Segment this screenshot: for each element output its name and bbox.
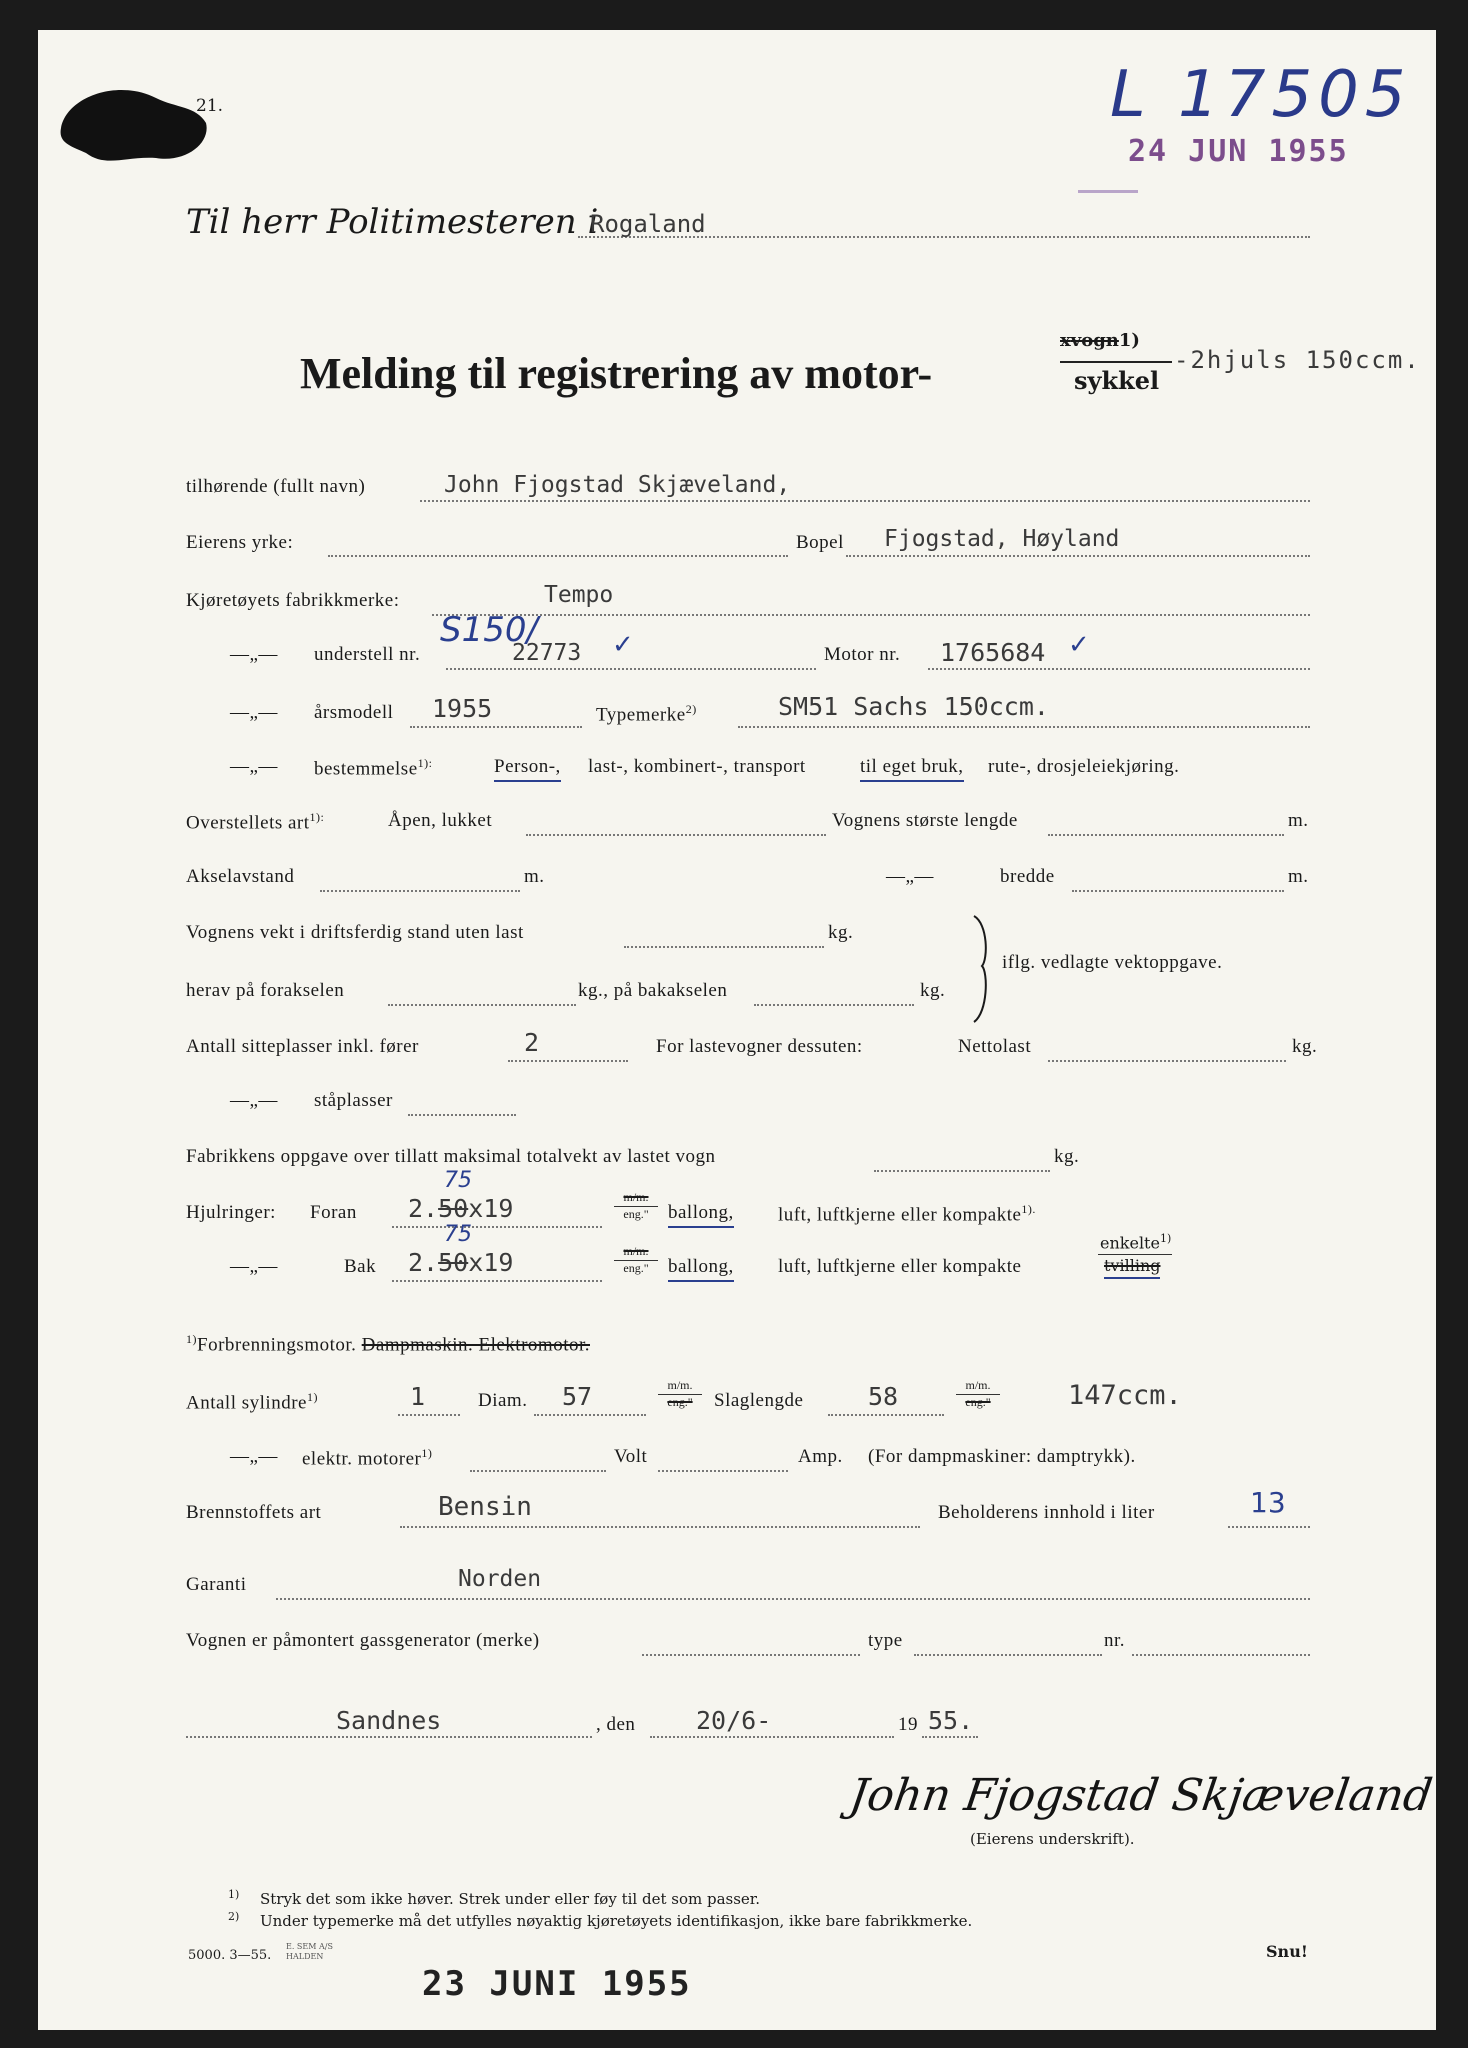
tyres-front-correction: 75 — [444, 1168, 472, 1193]
footnote-1: Stryk det som ikke høver. Strek under eller føy til det som passer. — [260, 1890, 761, 1908]
ditto-year: —„— — [230, 702, 278, 723]
form-corner-number: 21. — [196, 96, 224, 116]
tyres-front-size: 2.50x19 — [408, 1194, 514, 1223]
tyres-front-balloon: ballong, — [668, 1202, 734, 1228]
weight-label: Vognens vekt i driftsferdig stand uten last — [186, 922, 524, 943]
residence-label: Bopel — [796, 532, 844, 553]
diameter-line — [534, 1414, 646, 1416]
body-type-label: Overstellets art$^{1):}$ — [186, 810, 325, 834]
ditto-width: —„— — [886, 866, 934, 887]
purpose-middle: last-, kombinert-, transport — [588, 756, 806, 777]
place-value: Sandnes — [336, 1706, 442, 1735]
seats-value: 2 — [524, 1028, 540, 1057]
axle-distance-unit: m. — [524, 866, 545, 887]
purpose-end: rute-, drosjeleiekjøring. — [988, 756, 1180, 777]
standing-label: ståplasser — [314, 1090, 393, 1111]
tank-label: Beholderens innhold i liter — [938, 1502, 1155, 1523]
reference-number: L 17505 — [1110, 58, 1412, 132]
length-unit: m. — [1288, 810, 1309, 831]
diameter-label: Diam. — [478, 1390, 528, 1411]
form-sheet — [38, 30, 1436, 2030]
printer-line-1: E. SEM A/S — [286, 1942, 333, 1951]
tyres-rear-twin: tvilling — [1104, 1256, 1160, 1279]
occupation-line — [328, 555, 788, 557]
footnote-2-mark: 2) — [228, 1910, 240, 1923]
body-type-line — [526, 834, 826, 836]
type-label: Typemerke$^{2)}$ — [596, 702, 697, 726]
width-unit: m. — [1288, 866, 1309, 887]
residence-value: Fjogstad, Høyland — [884, 526, 1120, 552]
title-fraction-line — [1060, 361, 1172, 363]
cylinders-value: 1 — [410, 1382, 426, 1411]
tyres-label: Hjulringer: — [186, 1202, 276, 1223]
body-type-options: Åpen, lukket — [388, 810, 493, 831]
diameter-unit: m/m. eng." — [658, 1378, 702, 1410]
footnote-1-mark: 1) — [228, 1888, 240, 1901]
address-district: Rogaland — [590, 210, 706, 238]
electric-label: elektr. motorer$^{1)}$ — [302, 1446, 433, 1470]
ink-blot-mark — [46, 68, 224, 178]
diameter-value: 57 — [562, 1382, 593, 1411]
cylinders-line — [398, 1414, 460, 1416]
gas-generator-line — [642, 1654, 860, 1656]
residence-line — [846, 555, 1310, 557]
title-struck-vogn: xvogn1) — [1060, 330, 1140, 351]
tank-line — [1228, 1526, 1310, 1528]
tyres-rear-balloon: ballong, — [668, 1256, 734, 1282]
tyres-rear-line — [392, 1280, 602, 1282]
form-title: Melding til registrering av motor- — [300, 349, 933, 398]
front-axle-line — [388, 1004, 576, 1006]
purpose-person: Person-, — [494, 756, 561, 782]
printer-line-2: HALDEN — [286, 1952, 324, 1961]
ditto-chassis: —„— — [230, 644, 278, 665]
width-label: bredde — [1000, 866, 1055, 887]
date-label: , den — [596, 1714, 636, 1735]
occupation-label: Eierens yrke: — [186, 532, 294, 553]
chassis-label: understell nr. — [314, 644, 421, 665]
weight-note: iflg. vedlagte vektoppgave. — [1002, 952, 1223, 973]
max-weight-line — [874, 1170, 1050, 1172]
stroke-line — [828, 1414, 944, 1416]
rear-axle-line — [754, 1004, 914, 1006]
electric-line — [470, 1470, 606, 1472]
owner-name-label: tilhørende (fullt navn) — [186, 476, 366, 497]
tyres-rear-unit: m/m. eng." — [614, 1244, 658, 1276]
motor-line — [928, 668, 1310, 670]
max-weight-label: Fabrikkens oppgave over tillatt maksimal totalvekt av lastet vogn — [186, 1146, 716, 1167]
axle-distance-label: Akselavstand — [186, 866, 295, 887]
year-line — [410, 726, 582, 728]
turn-over-note: Snu! — [1266, 1942, 1308, 1961]
amp-label: Amp. — [798, 1446, 843, 1467]
chassis-check-icon: ✓ — [612, 630, 634, 660]
stroke-value: 58 — [868, 1382, 899, 1411]
tyres-front-line — [392, 1226, 602, 1228]
purpose-own-use: til eget bruk, — [860, 756, 964, 782]
standing-line — [408, 1114, 516, 1116]
owner-name-line — [420, 500, 1310, 502]
tyres-front-types: luft, luftkjerne eller kompakte$^{1).}$ — [778, 1202, 1036, 1226]
footnote-2: Under typemerke må det utfylles nøyaktig kjøretøyets identifikasjon, ikke bare fabrikkmerke. — [260, 1912, 973, 1930]
year-value-sign: 55. — [928, 1706, 974, 1735]
motor-check-icon: ✓ — [1068, 630, 1090, 660]
length-label: Vognens største lengde — [832, 810, 1018, 831]
ditto-purpose: —„— — [230, 756, 278, 777]
gas-generator-label: Vognen er påmontert gassgenerator (merke) — [186, 1630, 540, 1651]
tyres-rear-fraction-line — [1098, 1254, 1172, 1255]
gas-nr-line — [1132, 1654, 1310, 1656]
year-value: 1955 — [432, 694, 493, 723]
tyres-rear-types: luft, luftkjerne eller kompakte — [778, 1256, 1022, 1277]
title-option-sykkel: sykkel — [1074, 366, 1160, 395]
chassis-handwritten-prefix: S150/ — [440, 610, 538, 650]
tyres-front-label: Foran — [310, 1202, 357, 1223]
front-axle-label: herav på forakselen — [186, 980, 345, 1001]
weight-brace — [970, 914, 994, 1024]
displacement-value: 147ccm. — [1068, 1380, 1182, 1411]
seats-line — [508, 1060, 628, 1062]
purpose-label: bestemmelse$^{1):}$ — [314, 756, 433, 780]
chassis-line — [446, 668, 816, 670]
place-line — [186, 1736, 592, 1738]
make-value: Tempo — [544, 582, 614, 608]
date-line — [650, 1736, 894, 1738]
warranty-value: Norden — [458, 1566, 542, 1592]
warranty-line — [276, 1598, 1310, 1600]
rear-axle-label: kg., på bakakselen — [578, 980, 728, 1001]
motor-value: 1765684 — [940, 638, 1046, 667]
stroke-unit: m/m. eng." — [956, 1378, 1000, 1410]
title-suffix: -2hjuls 150ccm. — [1174, 346, 1421, 374]
type-line — [738, 726, 1310, 728]
address-prefix: Til herr Politimesteren i — [186, 202, 599, 242]
year-label: årsmodell — [314, 702, 394, 723]
max-weight-unit: kg. — [1054, 1146, 1080, 1167]
owner-name-value: John Fjogstad Skjæveland, — [444, 472, 791, 498]
steam-label: (For dampmaskiner: damptrykk). — [868, 1446, 1136, 1467]
rear-axle-unit: kg. — [920, 980, 946, 1001]
make-line — [432, 614, 1310, 616]
signature-caption: (Eierens underskrift). — [970, 1830, 1135, 1848]
date-value: 20/6- — [696, 1706, 772, 1735]
ditto-electric: —„— — [230, 1446, 278, 1467]
cylinders-label: Antall sylindre$^{1)}$ — [186, 1390, 318, 1414]
tyres-rear-correction: 75 — [444, 1222, 472, 1247]
stroke-label: Slaglengde — [714, 1390, 804, 1411]
engine-kind: $^{1)}$Forbrenningsmotor. Dampmaskin. Elektromotor. — [186, 1332, 590, 1356]
year-line-sign — [922, 1736, 978, 1738]
date-stamp: 23 JUNI 1955 — [422, 1964, 692, 2004]
warranty-label: Garanti — [186, 1574, 247, 1595]
fuel-value: Bensin — [438, 1492, 532, 1522]
length-line — [1048, 834, 1284, 836]
tyres-front-unit: m/m. eng." — [614, 1190, 658, 1222]
width-line — [1072, 890, 1284, 892]
make-label: Kjøretøyets fabrikkmerke: — [186, 590, 400, 611]
volt-line — [658, 1470, 788, 1472]
seats-label: Antall sitteplasser inkl. fører — [186, 1036, 419, 1057]
cargo-label: For lastevogner dessuten: — [656, 1036, 863, 1057]
ditto-standing: —„— — [230, 1090, 278, 1111]
motor-label: Motor nr. — [824, 644, 901, 665]
year-prefix: 19 — [898, 1714, 918, 1735]
gas-type-label: type — [868, 1630, 903, 1651]
weight-line — [624, 946, 824, 948]
tyres-rear-label: Bak — [344, 1256, 377, 1277]
volt-label: Volt — [614, 1446, 648, 1467]
axle-distance-line — [320, 890, 520, 892]
received-stamp: 24 JUN 1955 — [1128, 134, 1349, 169]
owner-signature: John Fjogstad Skjæveland — [846, 1770, 1436, 1821]
gas-type-line — [914, 1654, 1102, 1656]
net-load-unit: kg. — [1292, 1036, 1318, 1057]
type-value: SM51 Sachs 150ccm. — [778, 692, 1049, 721]
gas-nr-label: nr. — [1104, 1630, 1126, 1651]
fuel-line — [400, 1526, 920, 1528]
ditto-tyres-rear: —„— — [230, 1256, 278, 1277]
net-load-line — [1048, 1060, 1286, 1062]
tank-value: 13 — [1250, 1486, 1286, 1519]
weight-unit: kg. — [828, 922, 854, 943]
print-code: 5000. 3—55. — [188, 1948, 272, 1963]
tyres-rear-single: enkelte$^{1)}$ — [1100, 1232, 1172, 1253]
fuel-label: Brennstoffets art — [186, 1502, 322, 1523]
chassis-value: 22773 — [512, 640, 582, 666]
net-load-label: Nettolast — [958, 1036, 1032, 1057]
stamp-smudge — [1078, 190, 1138, 193]
tyres-rear-size: 2.50x19 — [408, 1248, 514, 1277]
